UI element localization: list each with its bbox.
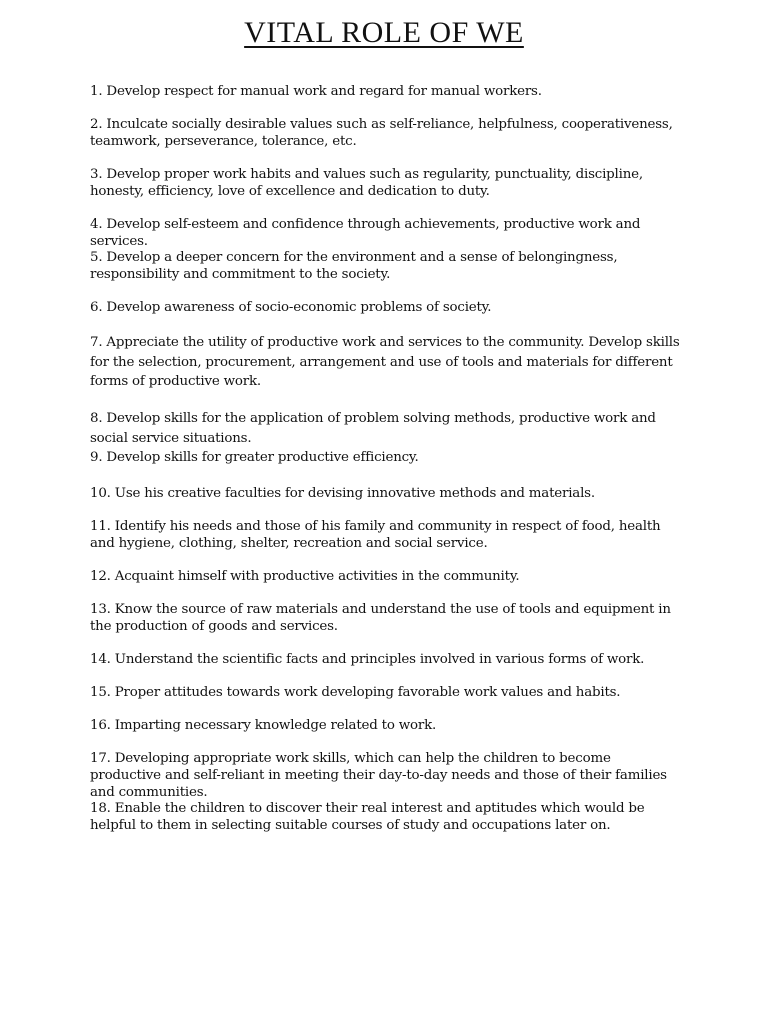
list-item-5: 5. Develop a deeper concern for the environment and a sense of belongingness, responsibility and commitment to the society.: [90, 250, 618, 282]
page-title: VITAL ROLE OF WE: [244, 16, 524, 49]
list-item-15: 15. Proper attitudes towards work developing favorable work values and habits.: [90, 685, 621, 700]
list-item-18: 18. Enable the children to discover their real interest and aptitudes which would be helpful to them in selecting suitable courses of study and occupations later on.: [90, 801, 645, 833]
list-item-4: 4. Develop self-esteem and confidence through achievements, productive work and services.: [90, 217, 641, 249]
list-item-8: 8. Develop skills for the application of problem solving methods, productive work and social service situations.: [90, 411, 656, 446]
list-item-16: 16. Imparting necessary knowledge related to work.: [90, 718, 437, 733]
list-item-11: 11. Identify his needs and those of his family and community in respect of food, health and hygiene, clothing, shelter, recreation and social service.: [90, 519, 661, 551]
list-item-6: 6. Develop awareness of socio-economic problems of society.: [90, 300, 492, 315]
list-item-9: 9. Develop skills for greater productive efficiency.: [90, 450, 419, 465]
list-item-17: 17. Developing appropriate work skills, which can help the children to become productive and self-reliant in meeting their day-to-day needs and those of their families and communities.: [90, 751, 667, 800]
list-item-2: 2. Inculcate socially desirable values such as self-reliance, helpfulness, cooperativeness, teamwork, perseverance, tolerance, etc.: [90, 117, 673, 149]
list-item-1: 1. Develop respect for manual work and regard for manual workers.: [90, 84, 542, 99]
list-item-7: 7. Appreciate the utility of productive work and services to the community. Develop skills for the selection, procurement, arrangement and use of tools and materials for different forms of productive work.: [90, 335, 680, 389]
list-item-14: 14. Understand the scientific facts and principles involved in various forms of work.: [90, 652, 645, 667]
list-item-10: 10. Use his creative faculties for devising innovative methods and materials.: [90, 486, 595, 501]
list-item-3: 3. Develop proper work habits and values such as regularity, punctuality, discipline, honesty, efficiency, love of excellence and dedication to duty.: [90, 167, 643, 199]
list-item-12: 12. Acquaint himself with productive activities in the community.: [90, 569, 520, 584]
list-item-13: 13. Know the source of raw materials and understand the use of tools and equipment in the production of goods and services.: [90, 602, 671, 634]
